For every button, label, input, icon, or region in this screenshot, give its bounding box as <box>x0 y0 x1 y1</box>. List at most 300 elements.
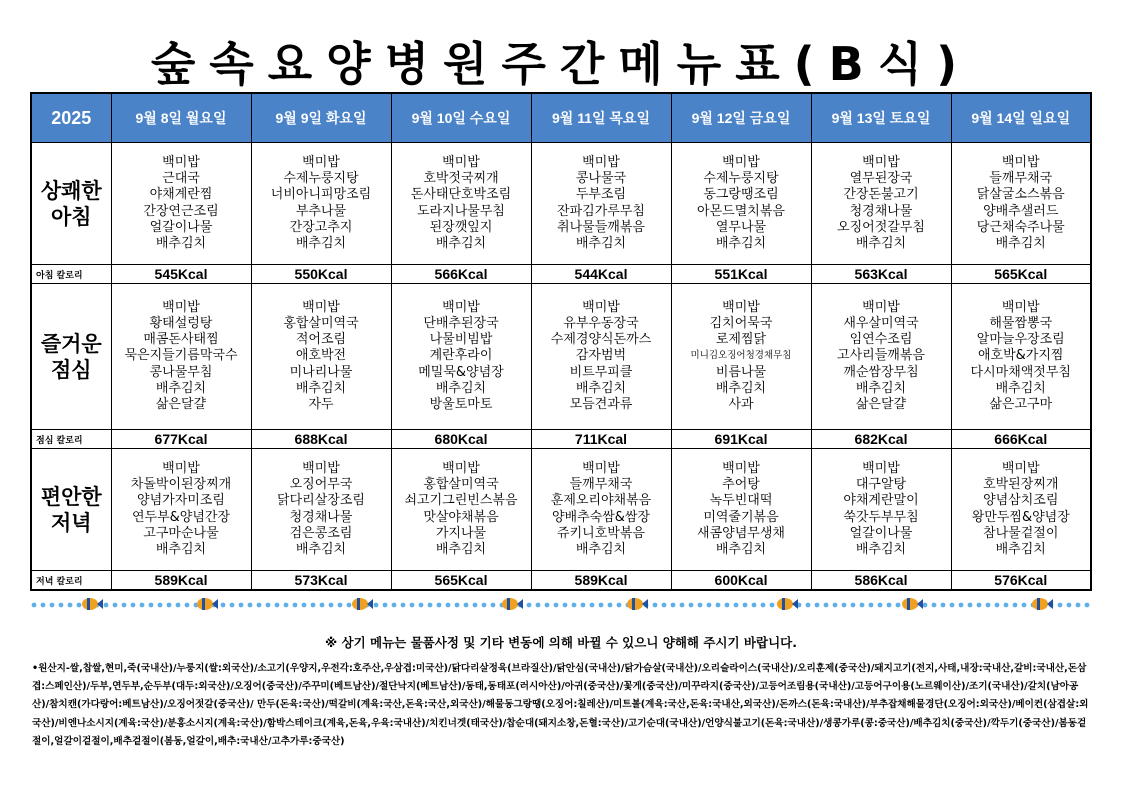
menu-cell <box>671 143 811 265</box>
bubble-dot <box>707 603 712 608</box>
day-header: 9월 14일 일요일 <box>951 93 1091 143</box>
menu-cell <box>951 284 1091 430</box>
menu-item: 수제누룽지탕 <box>283 171 359 187</box>
meal-row <box>31 143 1091 265</box>
bubble-dot <box>302 603 307 608</box>
meal-label <box>31 143 111 265</box>
menu-item: 배추김치 <box>435 235 487 251</box>
menu-cell <box>811 143 951 265</box>
bubble-dot <box>257 603 262 608</box>
bubble-dot <box>383 603 388 608</box>
fish-icon <box>1032 598 1053 610</box>
bubble-dot <box>563 603 568 608</box>
bubble-dot <box>320 603 325 608</box>
kcal-row <box>31 265 1091 284</box>
meal-row <box>31 284 1091 430</box>
bubble-dot <box>896 603 901 608</box>
menu-item: 방울토마토 <box>429 397 493 412</box>
menu-item: 가지나물 <box>435 525 487 541</box>
meal-label <box>31 284 111 430</box>
menu-item: 고구마순나물 <box>143 525 219 541</box>
menu-item: 추어탕 <box>722 477 760 493</box>
bubble-dot <box>59 603 64 608</box>
bubble-dot <box>374 603 379 608</box>
menu-item: 깨순쌈장무침 <box>843 364 919 380</box>
bubble-dot <box>464 603 469 608</box>
menu-item: 배추김치 <box>575 380 627 396</box>
meal-label-line: 아침 <box>50 204 92 229</box>
menu-cell <box>251 284 391 430</box>
menu-item: 애호박&가지찜 <box>978 348 1064 364</box>
bubble-dot <box>131 603 136 608</box>
day-header: 9월 9일 화요일 <box>251 93 391 143</box>
bubble-dot <box>851 603 856 608</box>
bubble-dot <box>833 603 838 608</box>
bubble-dot <box>1058 603 1063 608</box>
bubble-dot <box>446 603 451 608</box>
bubble-dot <box>752 603 757 608</box>
bubble-dot <box>599 603 604 608</box>
bubble-dot <box>842 603 847 608</box>
menu-item: 들깨무채국 <box>569 477 633 493</box>
menu-item: 도라지나물무침 <box>417 203 505 219</box>
bubble-dot <box>266 603 271 608</box>
menu-cell <box>251 449 391 571</box>
menu-item: 미니김오징어청경채무침 <box>690 350 792 362</box>
fish-icon <box>352 598 373 610</box>
menu-item: 황태설렁탕 <box>149 315 213 331</box>
menu-item: 백미밥 <box>442 299 480 315</box>
menu-item: 알마늘우장조림 <box>976 332 1065 348</box>
kcal-label: 아침 칼로리 <box>31 265 111 284</box>
bubble-dot <box>149 603 154 608</box>
menu-cell <box>111 143 251 265</box>
notice-text: ※ 상기 메뉴는 물품사정 및 기타 변동에 의해 바뀔 수 있으니 양해해 주시기 바랍니다. <box>325 635 797 650</box>
kcal-row <box>31 571 1091 591</box>
kcal-value: 563Kcal <box>811 265 951 284</box>
menu-item: 백미밥 <box>162 154 200 170</box>
bubble-dot <box>590 603 595 608</box>
bubble-dot <box>1004 603 1009 608</box>
menu-item: 사과 <box>728 397 754 412</box>
kcal-value: 544Kcal <box>531 265 671 284</box>
menu-cell <box>951 449 1091 571</box>
bubble-dot <box>455 603 460 608</box>
menu-item: 백미밥 <box>722 154 760 170</box>
bubble-dot <box>275 603 280 608</box>
menu-item: 근대국 <box>162 171 200 187</box>
menu-item: 백미밥 <box>302 460 340 476</box>
menu-item: 백미밥 <box>582 299 620 315</box>
bubble-dot <box>536 603 541 608</box>
menu-item: 얼갈이나물 <box>849 525 913 541</box>
menu-cell <box>111 284 251 430</box>
menu-item: 모듬견과류 <box>569 397 633 412</box>
bubble-dot <box>581 603 586 608</box>
bubble-dot <box>932 603 937 608</box>
bubble-dot <box>221 603 226 608</box>
menu-item: 배추김치 <box>155 235 207 251</box>
kcal-value: 589Kcal <box>531 571 671 591</box>
menu-item: 배추김치 <box>435 380 487 396</box>
menu-cell <box>531 449 671 571</box>
menu-item: 매콤돈사태찜 <box>143 332 219 348</box>
meal-label-line: 즐거운 <box>40 331 102 356</box>
menu-item: 돈사태단호박조림 <box>410 187 512 203</box>
bubble-dot <box>419 603 424 608</box>
menu-item: 들깨무채국 <box>989 171 1053 187</box>
menu-item: 너비아니피망조림 <box>270 187 372 203</box>
menu-cell <box>951 143 1091 265</box>
bubble-dot <box>689 603 694 608</box>
menu-item: 백미밥 <box>1001 154 1040 170</box>
bubble-dot <box>572 603 577 608</box>
menu-item: 고사리들깨볶음 <box>837 348 925 364</box>
bubble-dot <box>941 603 946 608</box>
bubble-dot <box>248 603 253 608</box>
bubble-dot <box>671 603 676 608</box>
fish-icon <box>502 598 523 610</box>
menu-item: 새콤양념무생채 <box>697 525 785 541</box>
menu-item: 임연수조림 <box>849 332 913 348</box>
bubble-dot <box>293 603 298 608</box>
menu-item: 쥬키니호박볶음 <box>557 525 645 541</box>
bubble-dot <box>743 603 748 608</box>
kcal-row <box>31 430 1091 449</box>
bubble-dot <box>923 603 928 608</box>
bubble-dot <box>887 603 892 608</box>
menu-item: 미역줄기볶음 <box>703 509 779 525</box>
kcal-value: 680Kcal <box>391 430 531 449</box>
menu-cell <box>391 449 531 571</box>
menu-item: 맛살야채볶음 <box>423 509 499 525</box>
bubble-dot <box>122 603 127 608</box>
menu-item: 백미밥 <box>302 154 340 170</box>
bubble-dot <box>1076 603 1081 608</box>
bubble-dot <box>473 603 478 608</box>
bubble-dot <box>32 603 37 608</box>
bubble-dot <box>950 603 955 608</box>
menu-item: 간장돈불고기 <box>843 187 919 203</box>
bubble-dot <box>959 603 964 608</box>
menu-cell <box>531 284 671 430</box>
bubble-dot <box>1022 603 1027 608</box>
menu-item: 단배추된장국 <box>423 315 499 331</box>
menu-item: 배추김치 <box>155 380 207 396</box>
menu-item: 왕만두찜&양념장 <box>971 509 1070 525</box>
kcal-value: 550Kcal <box>251 265 391 284</box>
menu-cell <box>811 284 951 430</box>
fish-icon <box>902 598 923 610</box>
menu-cell <box>671 449 811 571</box>
kcal-value: 589Kcal <box>111 571 251 591</box>
menu-item: 나물비빔밥 <box>429 332 493 348</box>
menu-item: 참나물겉절이 <box>983 525 1059 541</box>
kcal-value: 688Kcal <box>251 430 391 449</box>
menu-item: 백미밥 <box>582 460 620 476</box>
kcal-value: 586Kcal <box>811 571 951 591</box>
bubble-dot <box>491 603 496 608</box>
bubble-dot <box>311 603 316 608</box>
menu-item: 백미밥 <box>582 154 620 170</box>
menu-item: 삶은달걀 <box>855 397 907 412</box>
bubble-dot <box>734 603 739 608</box>
menu-item: 부추나물 <box>295 203 347 219</box>
menu-item: 백미밥 <box>862 154 900 170</box>
bubble-dot <box>977 603 982 608</box>
fish-icon <box>777 598 798 610</box>
bubble-dot <box>77 603 82 608</box>
menu-item: 아몬드멸치볶음 <box>697 203 785 219</box>
bubble-dot <box>1085 603 1090 608</box>
bubble-dot <box>230 603 235 608</box>
bubble-dot <box>338 603 343 608</box>
menu-cell <box>531 143 671 265</box>
menu-item: 호박젓국찌개 <box>423 171 499 187</box>
menu-item: 얼갈이나물 <box>149 219 213 235</box>
fish-icon <box>627 598 648 610</box>
bubble-dot <box>176 603 181 608</box>
kcal-value: 573Kcal <box>251 571 391 591</box>
menu-item: 간장고추지 <box>289 219 353 235</box>
bubble-dot <box>158 603 163 608</box>
menu-item: 된장깻잎지 <box>429 219 493 235</box>
menu-item: 쇠고기그린빈스볶음 <box>404 493 518 509</box>
bubble-dot <box>878 603 883 608</box>
bubble-dot <box>392 603 397 608</box>
menu-item: 배추김치 <box>295 235 347 251</box>
menu-item: 호박된장찌개 <box>983 477 1059 493</box>
bubble-dot <box>824 603 829 608</box>
menu-item: 두부조림 <box>575 187 627 203</box>
menu-item: 애호박전 <box>295 348 347 364</box>
bubble-dot <box>545 603 550 608</box>
meal-label-line: 편안한 <box>40 484 102 509</box>
menu-item: 당근채숙주나물 <box>976 219 1065 235</box>
menu-item: 김치어묵국 <box>709 315 773 331</box>
menu-item: 배추김치 <box>155 541 207 557</box>
bubble-dot <box>617 603 622 608</box>
day-header: 9월 11일 목요일 <box>531 93 671 143</box>
bubble-dot <box>437 603 442 608</box>
bubble-dot <box>869 603 874 608</box>
menu-item: 검은콩조림 <box>289 525 353 541</box>
menu-cell <box>391 284 531 430</box>
menu-item: 열무나물 <box>715 219 767 235</box>
menu-item: 비트무피클 <box>569 364 633 380</box>
year-header: 2025 <box>31 93 111 143</box>
menu-item: 연두부&양념간장 <box>131 509 231 525</box>
kcal-value: 677Kcal <box>111 430 251 449</box>
menu-item: 배추김치 <box>855 541 907 557</box>
menu-item: 배추김치 <box>995 380 1046 396</box>
bubble-dot <box>995 603 1000 608</box>
bubble-dot <box>347 603 352 608</box>
menu-item: 오징어무국 <box>289 477 353 493</box>
bubble-dot <box>428 603 433 608</box>
menu-item: 백미밥 <box>302 299 340 315</box>
menu-item: 청경채나물 <box>289 509 353 525</box>
kcal-value: 682Kcal <box>811 430 951 449</box>
menu-item: 로제찜닭 <box>715 332 767 348</box>
menu-cell <box>111 449 251 571</box>
menu-item: 양배추샐러드 <box>983 203 1059 219</box>
menu-item: 배추김치 <box>715 380 767 396</box>
bubble-dot <box>653 603 658 608</box>
kcal-label: 점심 칼로리 <box>31 430 111 449</box>
bubble-dot <box>410 603 415 608</box>
bubble-dot <box>140 603 145 608</box>
menu-item: 콩나물국 <box>575 171 627 187</box>
menu-item: 백미밥 <box>442 460 480 476</box>
menu-item: 동그랑땡조림 <box>703 187 779 203</box>
menu-item: 닭살굴소스볶음 <box>976 187 1065 203</box>
menu-item: 배추김치 <box>575 235 627 251</box>
menu-item: 적어조림 <box>295 332 347 348</box>
menu-item: 감자범벅 <box>575 348 627 364</box>
bubble-dot <box>50 603 55 608</box>
meal-label-line: 점심 <box>50 357 92 382</box>
bubble-dot <box>1067 603 1072 608</box>
menu-item: 배추김치 <box>995 235 1046 251</box>
menu-item: 배추김치 <box>995 541 1046 557</box>
menu-item: 닭다리살장조림 <box>277 493 365 509</box>
menu-item: 양념가자미조림 <box>137 493 225 509</box>
menu-item: 잔파김가루무침 <box>557 203 645 219</box>
kcal-value: 565Kcal <box>391 571 531 591</box>
bubble-dot <box>284 603 289 608</box>
bubble-dot <box>716 603 721 608</box>
bubble-dot <box>770 603 775 608</box>
fish-icon <box>197 598 218 610</box>
menu-item: 배추김치 <box>295 380 347 396</box>
menu-item: 백미밥 <box>442 154 480 170</box>
kcal-value: 691Kcal <box>671 430 811 449</box>
kcal-value: 551Kcal <box>671 265 811 284</box>
day-header: 9월 10일 수요일 <box>391 93 531 143</box>
menu-item: 메밀묵&양념장 <box>418 364 504 380</box>
menu-item: 녹두빈대떡 <box>709 493 773 509</box>
bubble-dot <box>1013 603 1018 608</box>
menu-body <box>31 143 1091 591</box>
page-title: 숲속요양병원주간메뉴표(B식) <box>150 37 972 91</box>
menu-item: 수제경양식돈까스 <box>550 332 652 348</box>
menu-item: 백미밥 <box>162 460 200 476</box>
menu-item: 홍합살미역국 <box>283 315 359 331</box>
day-header: 9월 13일 토요일 <box>811 93 951 143</box>
menu-item: 삶은달걀 <box>155 397 207 412</box>
menu-item: 배추김치 <box>715 541 767 557</box>
menu-item: 백미밥 <box>722 299 760 315</box>
menu-item: 배추김치 <box>295 541 347 557</box>
menu-item: 훈제오리야채볶음 <box>550 493 652 509</box>
bubble-dot <box>41 603 46 608</box>
bubble-dot <box>329 603 334 608</box>
menu-item: 청경채나물 <box>849 203 913 219</box>
bubble-dot <box>104 603 109 608</box>
menu-item: 열무된장국 <box>849 171 913 187</box>
kcal-value: 566Kcal <box>391 265 531 284</box>
menu-item: 콩나물무침 <box>149 364 213 380</box>
origin-info: •원산지-쌀,찹쌀,현미,죽(국내산)/누룽지(쌀:외국산)/소고기(우양지,우전각:호주산,우삼겹:미국산)/닭다리살정육(브라질산)/닭안심(국내산)/닭가슴살(국내산)/오리슬라이스(국내산)/오리훈제(중국산)/돼지고기(전지,사태,내장:국내산,갈비:국내산,돈삼겹:스페인산)/두부,연두부,순두부(대두:외국산)/오징어(중국산)/주꾸미(베트남산)/절단낙지(베트남산)/동태,동태포(러시아산)/아귀(중국산)/꽃게(중국산)/미꾸라지(중국산)/고등어조림용(국내산)/고등어구이용(노르웨이산)/조기(국내산)/갈치(남아공산)/참치캔(가다랑어:베트남산)/오징어젓갈(중국산)/ 만두(돈육:국산)/떡갈비(계육:국산,돈육:국산,외국산)/해물동그랑땡(오징어:칠레산)/미트볼(계육:국산,돈육:국내산,외국산)/돈까스(돈육:국내산)/부추잡채해물경단(오징어:외국산)/베이컨(삼겹살:외국산)/비엔나소시지(계육:국산)/분홍소시지(계육:국산)/함박스테이크(계육,돈육,우육:국내산)/치킨너겟(태국산)/찹순대(돼지소창,돈혈:국산)/고기순대(국내산)/언양식불고기(돈육:국내산)/생콩가루(콩:중국산)/배추김치(중국산)/깍두기(중국산)/봄동겉절이,얼갈이겉절이,배추겉절이(봄동,얼갈이,배추:국내산/고추가루:중국산) <box>32 663 1089 747</box>
menu-item: 유부우동장국 <box>563 315 639 331</box>
menu-item: 간장연근조림 <box>143 203 219 219</box>
bubble-dot <box>239 603 244 608</box>
menu-cell <box>811 449 951 571</box>
bubble-dot <box>968 603 973 608</box>
menu-item: 배추김치 <box>715 235 767 251</box>
menu-item: 대구알탕 <box>855 477 907 493</box>
meal-label-line: 저녁 <box>50 510 92 535</box>
menu-item: 배추김치 <box>575 541 627 557</box>
menu-item: 새우살미역국 <box>843 315 919 331</box>
bubble-dot <box>527 603 532 608</box>
bubble-dot <box>815 603 820 608</box>
menu-item: 미나리나물 <box>289 364 353 380</box>
kcal-value: 545Kcal <box>111 265 251 284</box>
kcal-value: 666Kcal <box>951 430 1091 449</box>
bubble-dot <box>185 603 190 608</box>
bubble-dot <box>806 603 811 608</box>
kcal-value: 565Kcal <box>951 265 1091 284</box>
bubble-dot <box>698 603 703 608</box>
meal-label-line: 상쾌한 <box>40 178 102 203</box>
menu-item: 홍합살미역국 <box>423 477 499 493</box>
kcal-value: 600Kcal <box>671 571 811 591</box>
menu-item: 쑥갓두부무침 <box>843 509 919 525</box>
menu-item: 해물짬뽕국 <box>989 315 1053 331</box>
menu-item: 배추김치 <box>435 541 487 557</box>
bubble-dot <box>608 603 613 608</box>
menu-item: 오징어젓갈무침 <box>837 219 925 235</box>
menu-item: 백미밥 <box>862 460 900 476</box>
menu-item: 백미밥 <box>862 299 900 315</box>
menu-item: 취나물들깨볶음 <box>557 219 645 235</box>
bubble-dot <box>860 603 865 608</box>
menu-item: 배추김치 <box>855 235 907 251</box>
day-header: 9월 8일 월요일 <box>111 93 251 143</box>
day-header: 9월 12일 금요일 <box>671 93 811 143</box>
meal-label <box>31 449 111 571</box>
fish-icon <box>82 598 103 610</box>
menu-item: 계란후라이 <box>429 348 493 364</box>
menu-item: 묵은지들기름막국수 <box>124 348 238 364</box>
weekly-menu-table <box>30 92 1092 591</box>
bubble-dot <box>725 603 730 608</box>
meal-row <box>31 449 1091 571</box>
menu-cell <box>671 284 811 430</box>
menu-item: 양념삼치조림 <box>983 493 1059 509</box>
menu-item: 삶은고구마 <box>989 397 1053 412</box>
menu-item: 배추김치 <box>855 380 907 396</box>
bubble-dot <box>662 603 667 608</box>
menu-item: 비름나물 <box>715 364 767 380</box>
decorative-fish-border <box>30 596 1092 612</box>
menu-item: 자두 <box>308 397 334 412</box>
bubble-dot <box>986 603 991 608</box>
menu-item: 야채계란말이 <box>843 493 919 509</box>
menu-item: 백미밥 <box>162 299 200 315</box>
header-row <box>31 93 1091 143</box>
bubble-dot <box>554 603 559 608</box>
kcal-label: 저녁 칼로리 <box>31 571 111 591</box>
bubble-dot <box>401 603 406 608</box>
menu-item: 야채계란찜 <box>149 187 213 203</box>
menu-item: 백미밥 <box>1001 460 1040 476</box>
menu-item: 다시마채액젓무침 <box>970 364 1071 380</box>
bubble-dot <box>482 603 487 608</box>
menu-item: 차돌박이된장찌개 <box>130 477 232 493</box>
